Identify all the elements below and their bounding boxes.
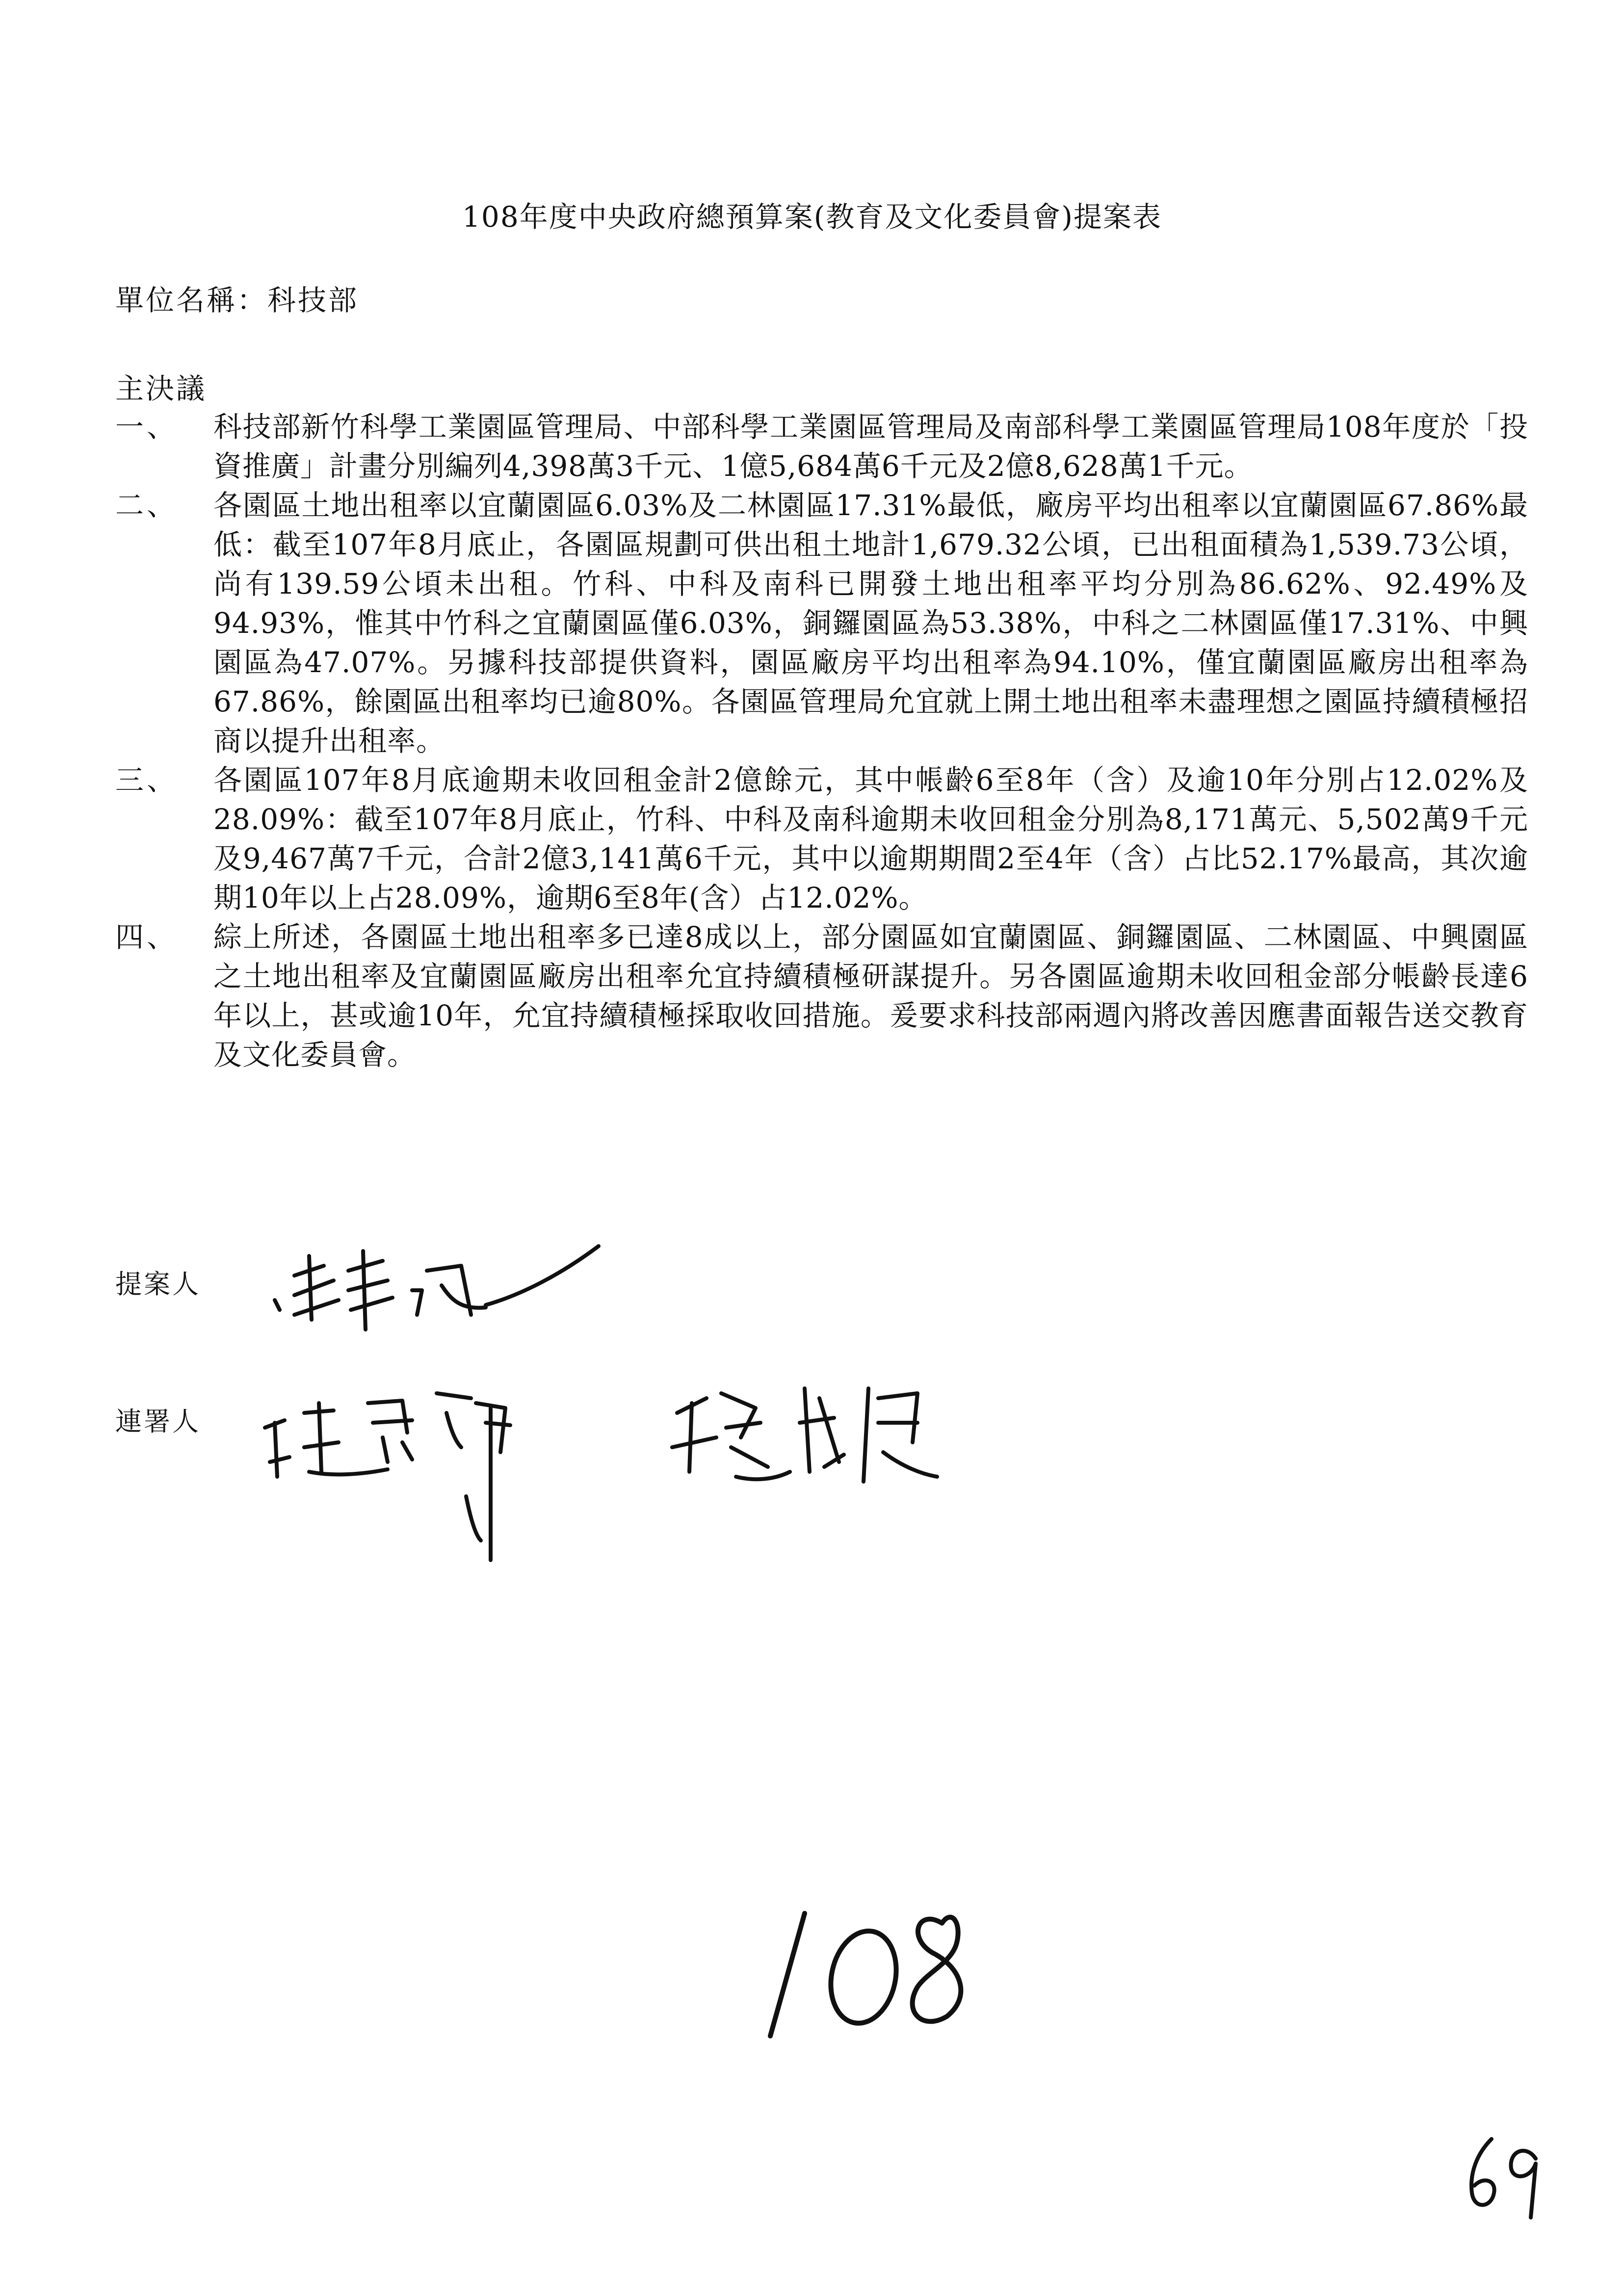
item-number: 四、 [115,920,179,954]
item-text: 綜上所述，各園區土地出租率多已達8成以上，部分園區如宜蘭園區、銅鑼園區、二林園區、中興園區之土地出租率及宜蘭園區廠房出租率允宜持續積極研謀提升。另各園區逾期未收回租金部分帳齡長達6年以上，甚或逾10年，允宜持續積極採取收回措施。爰要求科技部兩週內將改善因應書面報告送交教育及文化委員會。 [213,920,1528,1071]
cosigner-label: 連署人 [115,1406,201,1437]
cosigner-signature-2 [662,1369,947,1506]
handwritten-108 [765,1894,1011,2041]
item-number: 一、 [115,410,179,444]
item-number: 三、 [115,763,179,797]
unit-name-line: 單位名稱：科技部 [115,284,359,317]
handwritten-page-number [1457,2129,1555,2222]
cosigner-signature-1 [255,1374,599,1580]
document-title: 108年度中央政府總預算案(教育及文化委員會)提案表 [462,200,1162,234]
proposer-label: 提案人 [115,1269,201,1300]
item-text: 科技部新竹科學工業園區管理局、中部科學工業園區管理局及南部科學工業園區管理局108年度於「投資推廣」計畫分別編列4,398萬3千元、1億5,684萬6千元及2億8,628萬1千元。 [213,410,1528,483]
item-number: 二、 [115,489,179,522]
resolution-item [115,407,1528,486]
item-text: 各園區107年8月底逾期未收回租金計2億餘元，其中帳齡6至8年（含）及逾10年分別占12.02%及28.09%：截至107年8月底止，竹科、中科及南科逾期未收回租金分別為8,171萬元、5,502萬9千元及9,467萬7千元，合計2億3,141萬6千元，其中以逾期期間2至4年（含）占比52.17%最高，其次逾期10年以上占28.09%，逾期6至8年(含）占12.02%。 [213,763,1528,914]
proposer-signature [265,1217,618,1344]
item-text: 各園區土地出租率以宜蘭園區6.03%及二林園區17.31%最低，廠房平均出租率以宜蘭園區67.86%最低：截至107年8月底止，各園區規劃可供出租土地計1,679.32公頃，已出租面積為1,539.73公頃，尚有139.59公頃未出租。竹科、中科及南科已開發土地出租率平均分別為86.62%、92.49%及94.93%，惟其中竹科之宜蘭園區僅6.03%，銅鑼園區為53.38%，中科之二林園區僅17.31%、中興園區為47.07%。另據科技部提供資料，園區廠房平均出租率為94.10%，僅宜蘭園區廠房出租率為67.86%，餘園區出租率均已逾80%。各園區管理局允宜就上開土地出租率未盡理想之園區持續積極招商以提升出租率。 [213,489,1528,757]
resolution-item [115,760,1528,917]
resolution-items [115,407,1528,1074]
main-resolution-label: 主決議 [115,372,207,405]
resolution-item [115,917,1528,1074]
resolution-item [115,486,1528,760]
